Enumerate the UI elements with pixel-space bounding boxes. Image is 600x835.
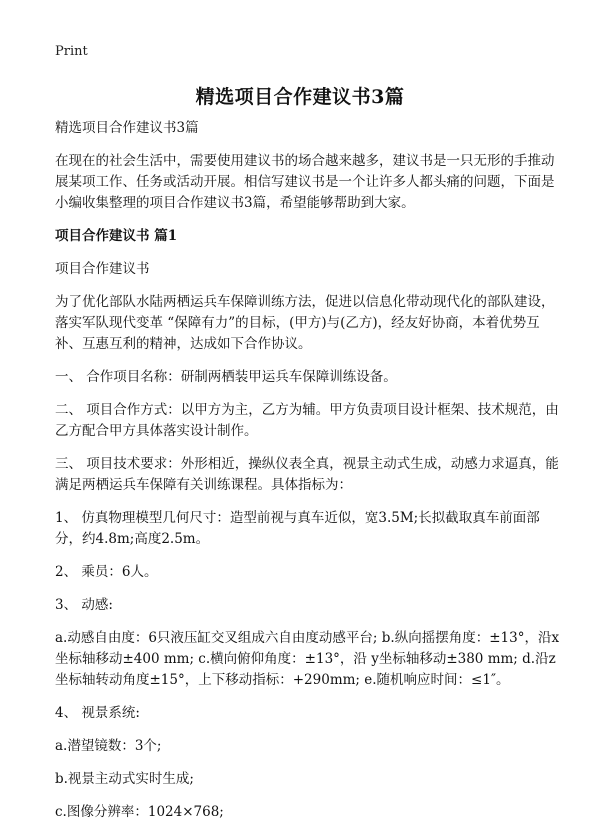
item-project-name: 一、 合作项目名称：研制两栖装甲运兵车保障训练设备。 bbox=[55, 369, 397, 385]
spec-periscopes: a.潜望镜数：3个; bbox=[55, 738, 162, 754]
section-heading: 项目合作建议书 篇1 bbox=[55, 228, 178, 244]
item-technical-requirements: 三、 项目技术要求：外形相近，操纵仪表全真，视景主动式生成，动感力求逼真，能满足两栖运兵车保障有关训练课程。具体指标为： bbox=[55, 456, 559, 493]
spec-dimensions: 1、 仿真物理模型几何尺寸：造型前视与真车近似，宽3.5M;长拟截取真车前面部分，约4.8m;高度2.5m。 bbox=[55, 510, 540, 547]
spec-motion-detail: a.动感自由度：6只液压缸交叉组成六自由度动感平台; b.纵向摇摆角度：±13°，沿x坐标轴移动±400 mm; c.横向俯仰角度：±13°，沿 y坐标轴移动±380 mm; d.沿z坐标轴转动角度±15°，上下移动指标：+290mm; e.随机响应时间：≤1″。 bbox=[55, 630, 560, 688]
document-body bbox=[55, 118, 560, 835]
spec-motion: 3、 动感: bbox=[55, 597, 113, 613]
spec-visual-system: 4、 视景系统: bbox=[55, 705, 140, 721]
spec-crew: 2、 乘员：6人。 bbox=[55, 564, 158, 580]
subtitle: 精选项目合作建议书3篇 bbox=[55, 120, 199, 136]
spec-realtime: b.视景主动式实时生成; bbox=[55, 771, 194, 787]
intro-paragraph: 在现在的社会生活中，需要使用建议书的场合越来越多，建议书是一只无形的手推动展某项工作、任务或活动开展。相信写建议书是一个让许多人都头痛的问题，下面是小编收集整理的项目合作建议书3篇，希望能够帮助到大家。 bbox=[55, 153, 555, 211]
section-label: 项目合作建议书 bbox=[55, 261, 150, 277]
page-title: 精选项目合作建议书3篇 bbox=[195, 86, 405, 108]
paragraph: 为了优化部队水陆两栖运兵车保障训练方法，促进以信息化带动现代化的部队建设，落实军队现代变革 “保障有力”的目标，(甲方)与(乙方)，经友好协商，本着优势互补、互惠互利的精神，达成如下合作协议。 bbox=[55, 294, 555, 352]
item-cooperation-mode: 二、 项目合作方式：以甲方为主，乙方为辅。甲方负责项目设计框架、技术规范，由乙方配合甲方具体落实设计制作。 bbox=[55, 402, 559, 439]
print-link[interactable]: Print bbox=[55, 44, 88, 59]
spec-resolution: c.图像分辨率：1024×768; bbox=[55, 804, 224, 820]
